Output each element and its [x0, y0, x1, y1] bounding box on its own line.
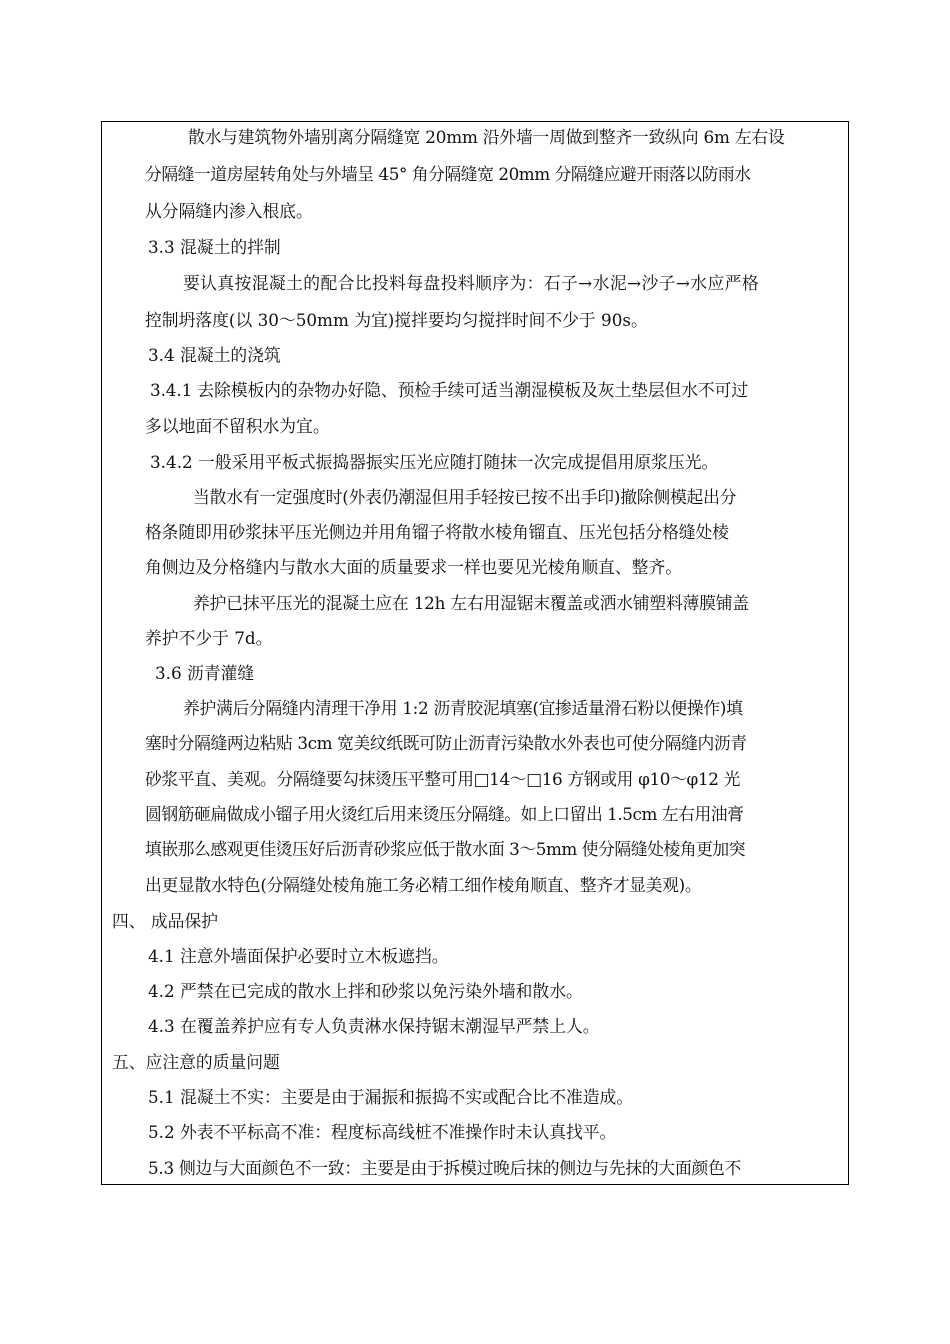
- text-line: 角侧边及分格缝内与散水大面的质量要求一样也要见光棱角顺直、整齐。: [145, 557, 683, 577]
- text-line: 格条随即用砂浆抹平压光侧边并用角镏子将散水棱角镏直、压光包括分格缝处棱: [145, 522, 729, 542]
- text-line: 4.2 严禁在已完成的散水上拌和砂浆以免污染外墙和散水。: [148, 981, 583, 1001]
- text-line: 5.2 外表不平标高不准：程度标高线桩不准操作时未认真找平。: [148, 1122, 617, 1142]
- text-line: 圆钢筋砸扁做成小镏子用火烫红后用来烫压分隔缝。如上口留出 1.5cm 左右用油膏: [145, 804, 744, 824]
- text-line: 3.4.1 去除模板内的杂物办好隐、预检手续可适当潮湿模板及灰土垫层但水不可过: [150, 380, 748, 400]
- text-line: 砂浆平直、美观。分隔缝要勾抹烫压平整可用□14～□16 方钢或用 φ10～φ12 光: [145, 769, 741, 789]
- text-line: 散水与建筑物外墙别离分隔缝宽 20mm 沿外墙一周做到整齐一致纵向 6m 左右设: [188, 127, 785, 147]
- chapter-heading: 五、应注意的质量问题: [112, 1052, 280, 1072]
- section-heading: 3.6 沥青灌缝: [155, 663, 255, 683]
- text-line: 养护满后分隔缝内清理干净用 1:2 沥青胶泥填塞(宜掺适量滑石粉以便操作)填: [183, 698, 743, 718]
- text-line: 4.3 在覆盖养护应有专人负责淋水保持锯末潮湿早严禁上人。: [148, 1016, 600, 1036]
- text-line: 3.4.2 一般采用平板式振捣器振实压光应随打随抹一次完成提倡用原浆压光。: [150, 452, 719, 472]
- text-line: 当散水有一定强度时(外表仍潮湿但用手轻按已按不出手印)撤除侧模起出分: [193, 487, 737, 507]
- chapter-heading: 四、 成品保护: [112, 911, 219, 931]
- text-line: 多以地面不留积水为宜。: [145, 416, 330, 436]
- text-line: 填嵌那么感观更佳烫压好后沥青砂浆应低于散水面 3～5mm 使分隔缝处棱角更加突: [145, 839, 746, 859]
- section-heading: 3.3 混凝土的拌制: [148, 237, 281, 257]
- text-line: 5.3 侧边与大面颜色不一致：主要是由于拆模过晚后抹的侧边与先抹的大面颜色不: [148, 1158, 742, 1178]
- text-line: 要认真按混凝土的配合比投料每盘投料顺序为：石子→水泥→沙子→水应严格: [183, 273, 760, 293]
- text-line: 4.1 注意外墙面保护必要时立木板遮挡。: [148, 946, 449, 966]
- text-line: 塞时分隔缝两边粘贴 3cm 宽美纹纸既可防止沥青污染散水外表也可使分隔缝内沥青: [145, 733, 747, 753]
- text-line: 5.1 混凝土不实：主要是由于漏振和振捣不实或配合比不准造成。: [148, 1087, 634, 1107]
- text-line: 养护不少于 7d。: [145, 628, 273, 648]
- text-line: 控制坍落度(以 30～50mm 为宜)搅拌要均匀搅拌时间不少于 90s。: [145, 310, 648, 330]
- text-line: 分隔缝一道房屋转角处与外墙呈 45° 角分隔缝宽 20mm 分隔缝应避开雨落以防雨水: [145, 164, 751, 184]
- text-line: 出更显散水特色(分隔缝处棱角施工务必精工细作棱角顺直、整齐才显美观)。: [145, 875, 702, 895]
- text-line: 养护已抹平压光的混凝土应在 12h 左右用湿锯末覆盖或洒水铺塑料薄膜铺盖: [193, 593, 749, 613]
- section-heading: 3.4 混凝土的浇筑: [148, 345, 281, 365]
- text-line: 从分隔缝内渗入根底。: [145, 201, 313, 221]
